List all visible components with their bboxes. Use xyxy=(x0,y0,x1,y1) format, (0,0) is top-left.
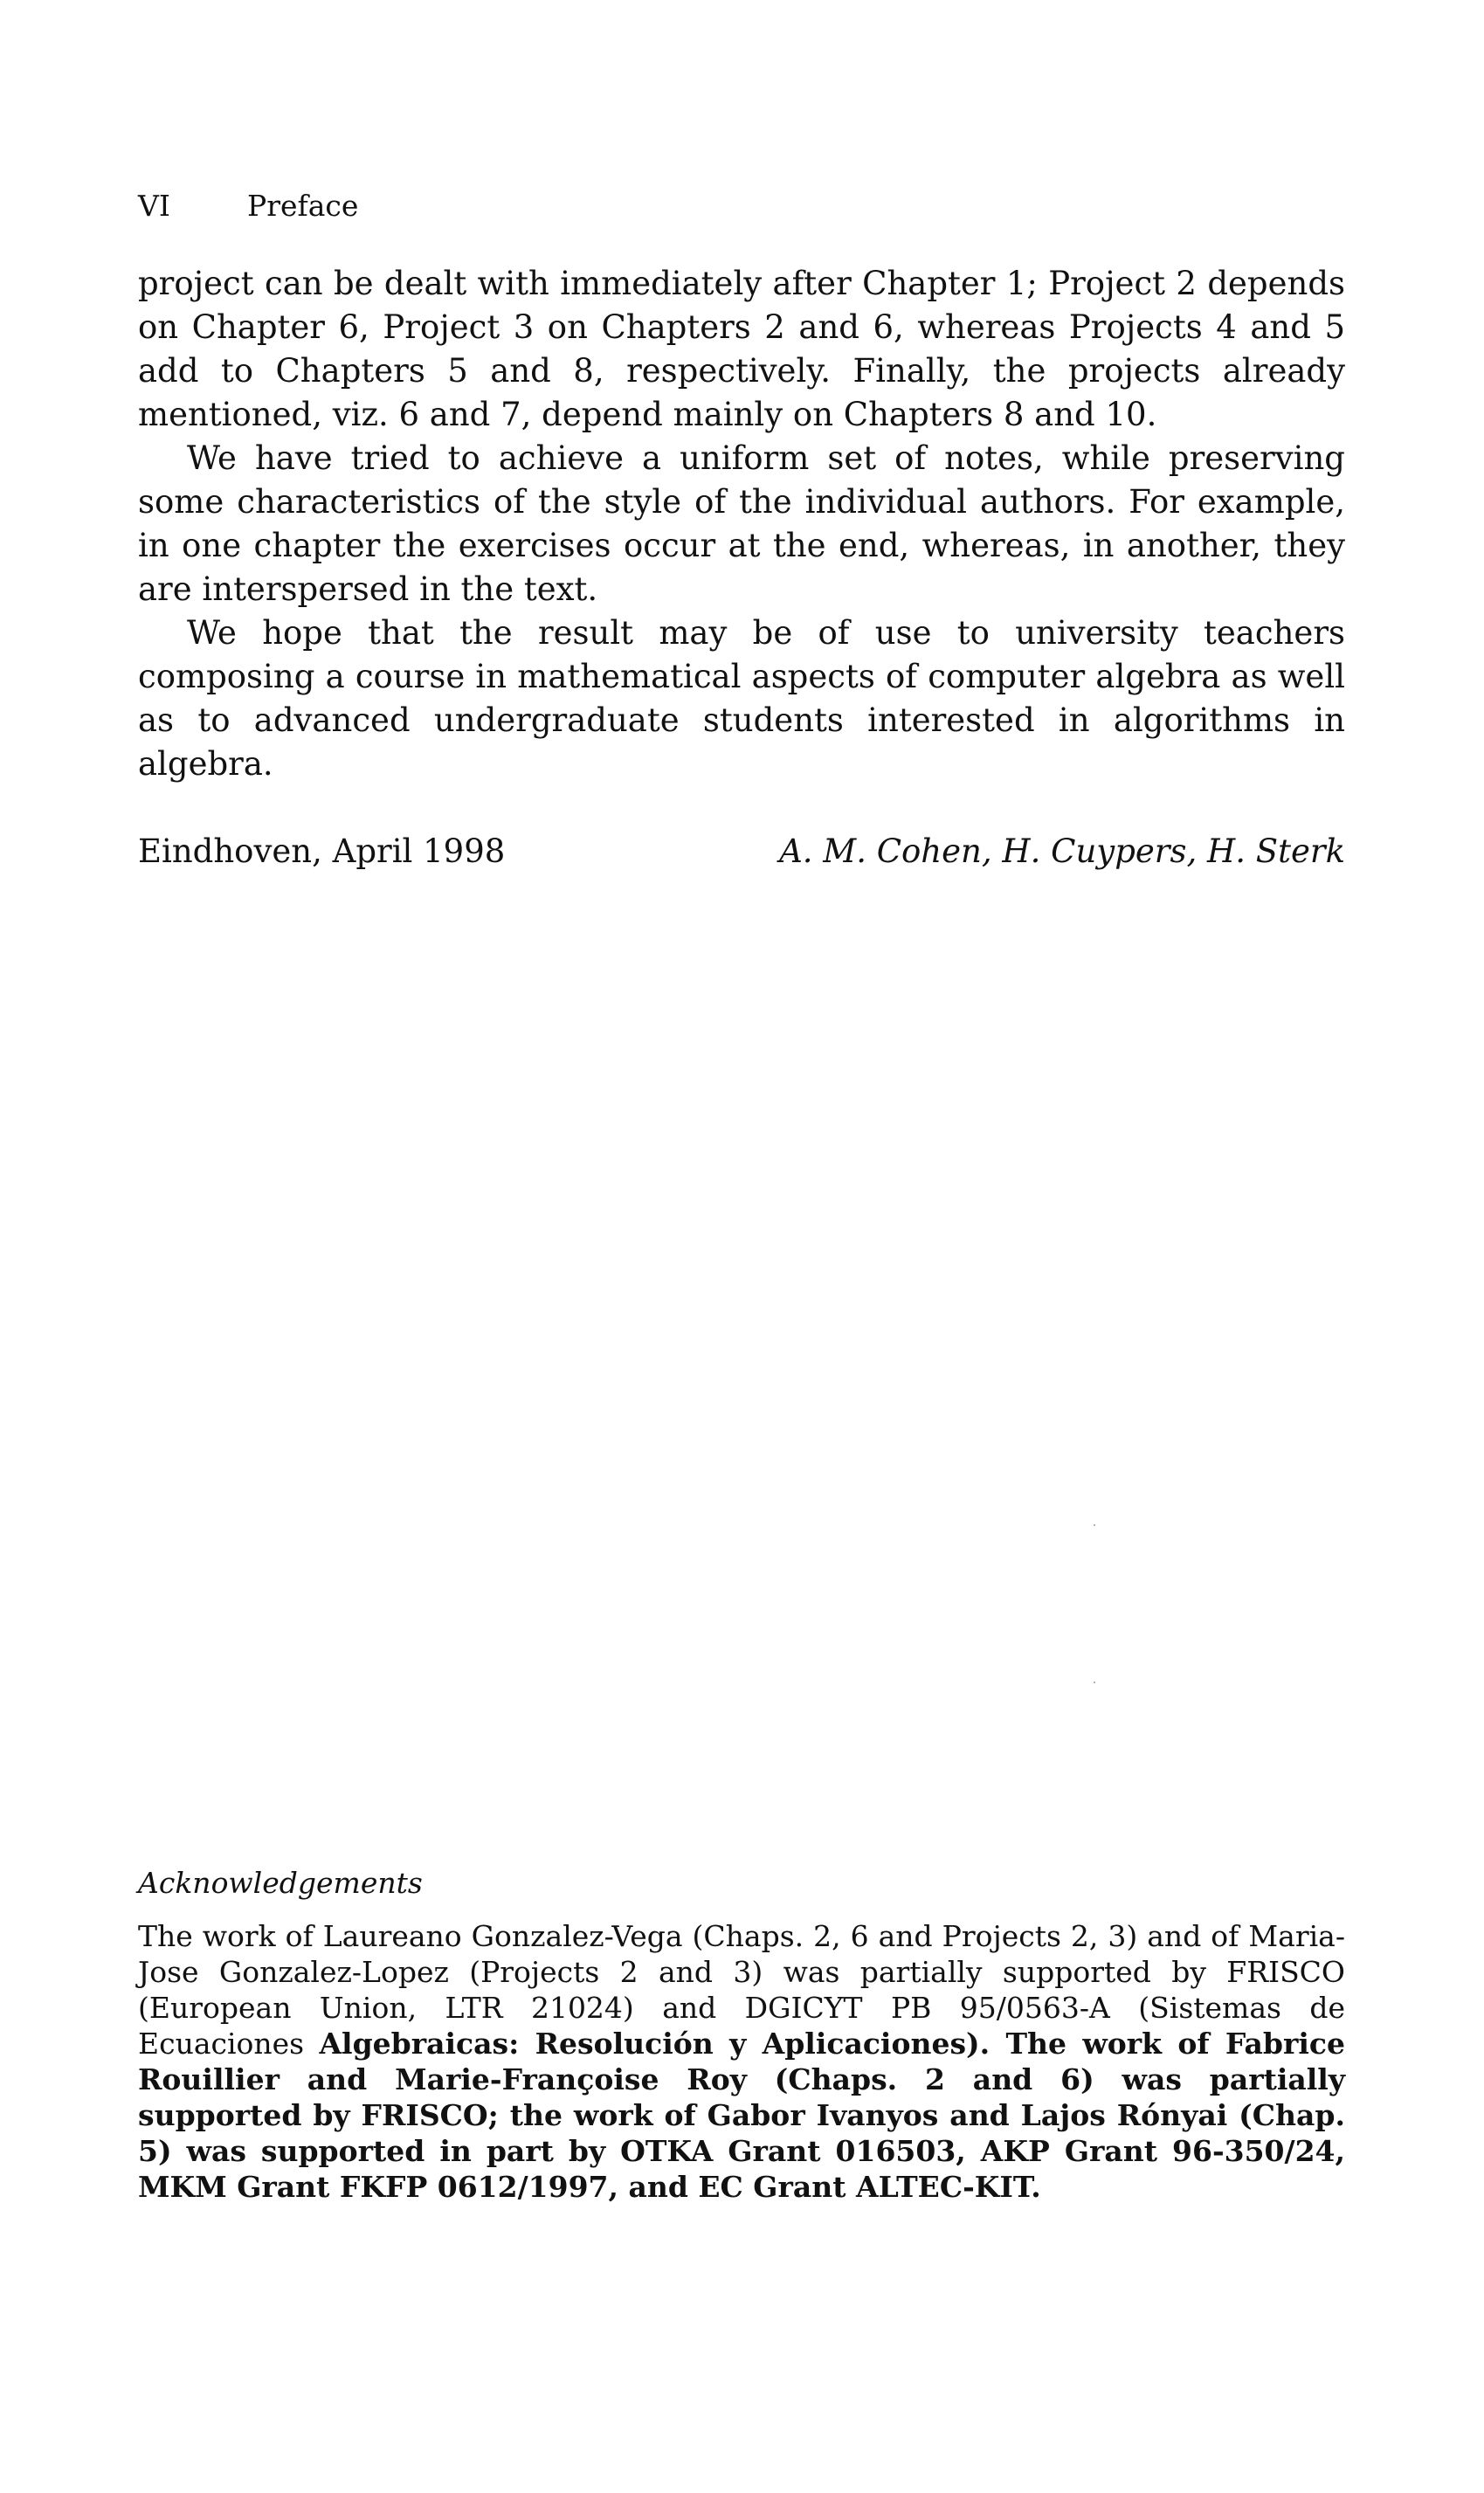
place-date: Eindhoven, April 1998 xyxy=(138,832,506,870)
scan-speck xyxy=(1094,1524,1095,1526)
running-title: Preface xyxy=(247,189,359,223)
page-number: VI xyxy=(138,189,170,223)
acknowledgements-text xyxy=(138,1918,1345,2205)
paragraph-audience: We hope that the result may be of use to university teachers composing a course in mathematical aspects of computer algebra as well as to advanced undergraduate students interested in algorithms in algebra. xyxy=(138,614,1345,783)
paragraph-uniform-notes: We have tried to achieve a uniform set of notes, while preserving some characteristics of the style of the individual authors. For example, in one chapter the exercises occur at the end, whereas, in another, they are interspersed in the text. xyxy=(138,439,1345,608)
preface-body xyxy=(138,262,1345,786)
running-head xyxy=(138,189,358,224)
acknowledgements-text-part2: Algebraicas: Resolución y Aplicaciones). The work of Fabrice Rouillier and Marie-Françoise Roy (Chaps. 2 and 6) was partially supported by FRISCO; the work of Gabor Ivanyos and Lajos Rónyai (Chap. 5) was supported in part by OTKA Grant 016503, AKP Grant 96-350/24, MKM Grant FKFP 0612/1997, and EC Grant ALTEC-KIT. xyxy=(138,2027,1345,2204)
paragraph-continuation: project can be dealt with immediately after Chapter 1; Project 2 depends on Chapter 6, Project 3 on Chapters 2 and 6, whereas Projects 4 and 5 add to Chapters 5 and 8, respectively. Finally, the projects already mentioned, viz. 6 and 7, depend mainly on Chapters 8 and 10. xyxy=(138,265,1345,433)
authors: A. M. Cohen, H. Cuypers, H. Sterk xyxy=(779,832,1345,870)
signature-line xyxy=(138,830,1345,874)
scan-speck xyxy=(1094,1682,1095,1683)
acknowledgements-heading: Acknowledgements xyxy=(138,1866,423,1900)
acknowledgements-text-part1: The work of Laureano Gonzalez-Vega (Chaps. 2, 6 and Projects 2, 3) and of Maria-Jose Gonzalez-Lopez (Projects 2 and 3) was partially supported by FRISCO (European Union, LTR 21024) and DGICYT PB 95/0563-A (Sistemas de Ecuaciones xyxy=(138,1919,1345,2061)
